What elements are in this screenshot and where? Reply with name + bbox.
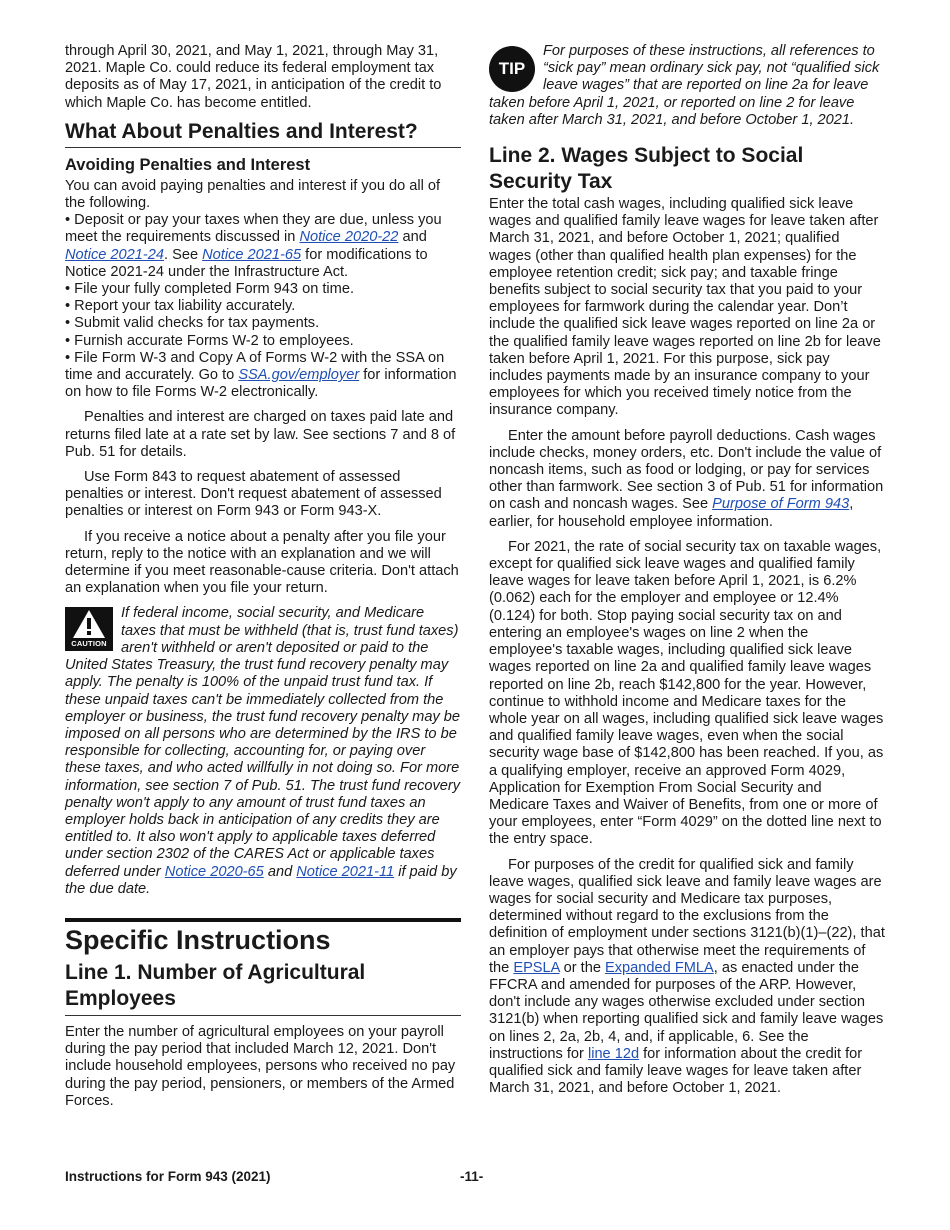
bullet-icon: •	[65, 212, 71, 229]
notice-2021-11-link[interactable]: Notice 2021-11	[296, 863, 395, 880]
caution-icon	[65, 607, 113, 651]
line-12d-link[interactable]: line 12d	[587, 1045, 640, 1062]
notice-2020-65-link[interactable]: Notice 2020-65	[164, 863, 264, 880]
bullet-icon: •	[65, 281, 71, 298]
line2-paragraph-2: Enter the amount before payroll deductions. Cash wages include checks, money orders, etc. Don't include the value of noncash items, such as food or lodging, or pay for services other than farmwork. See section 3 of Pub. 51 for information on cash and noncash wages. See Purpose of Form 943, earlier, for household employee information.	[489, 427, 884, 530]
notice-2021-65-link[interactable]: Notice 2021-65	[202, 246, 302, 263]
penalties-heading: What About Penalties and Interest?	[65, 120, 461, 148]
line2-paragraph-1: Enter the total cash wages, including qualified sick leave wages and qualified family leave wages for leave taken after March 31, 2021, and before October 1, 2021; qualified wages (other than qualified health plan expenses) for the employee retention credit; sick pay; and taxable fringe benefits subject to social security tax that you paid to your employees for farmwork during the calendar year. Don’t include the qualified sick leave wages reported on line 2a or the qualified family leave wages reported on line 2b for leave taken before April 1, 2021. For this purpose, sick pay includes payments made by an insurance company to your employees for which you received timely notice from the insurance company.	[489, 196, 881, 419]
intro-paragraph: through April 30, 2021, and May 1, 2021, through May 31, 2021. Maple Co. could reduce its federal employment tax deposits as of May 17, 2021, in anticipation of the credit to which Maple Co. has become entitled.	[65, 43, 442, 111]
line1-paragraph: Enter the number of agricultural employees on your payroll during the pay period that included March 12, 2021. Don't include household employees, persons who received no pay during the pay period, pensioners, or members of the Armed Forces.	[65, 1023, 456, 1109]
notice-2020-22-link[interactable]: Notice 2020-22	[299, 229, 399, 246]
bullet-report-liability: • Report your tax liability accurately.	[65, 298, 296, 315]
left-column	[65, 43, 461, 1110]
bullet-deposit: • Deposit or pay your taxes when they are due, unless you meet the requirements discussed in Notice 2020-22 and Notice 2021-24. See Notice 2021-65 for modifications to Notice 2021-24 under the Infrastructure Act.	[65, 212, 442, 280]
specific-instructions-heading: Specific Instructions	[65, 924, 331, 955]
bullet-furnish-w2: • Furnish accurate Forms W-2 to employees.	[65, 332, 354, 349]
bullet-icon: •	[65, 349, 71, 366]
page-number: -11-	[460, 1169, 484, 1184]
line2-paragraph-3: For 2021, the rate of social security tax on taxable wages, except for qualified sick leave wages and qualified family leave wages for leave taken before April 1, 2021, is 6.2% (0.062) each for the employer and employee or 12.4% (0.124) for both. Stop paying social security tax on and entering an employee's wages on line 2 when the employee's taxable wages, including qualified sick leave wages reported on line 2a and qualified family leave wages reported on line 2b, reach $142,800 for the year. However, continue to withhold income and Medicare taxes for the whole year on all wages, including qualified sick leave wages and qualified family leave wages, even when the social security wage base of $142,800 has been reached. If you, as a qualifying employer, receive an approved Form 4029, Application for Exemption From Social Security and Medicare Taxes and Waiver of Benefits, from one or more of your employees, enter “Form 4029” on the dotted line next to the entry space.	[489, 538, 884, 848]
line2-paragraph-4: For purposes of the credit for qualified sick and family leave wages, qualified sick leave and family leave wages are wages for social security and Medicare tax purposes, determined without regard to the exclusions from the definition of employment under sections 3121(b)(1)–(22), that an employer pays that otherwise meet the requirements of the EPSLA or the Expanded FMLA, as enacted under the FFCRA and amended for purposes of the ARP. However, don't include any wages otherwise excluded under section 3121(b) when reporting qualified sick and family leave wages on lines 2, 2a, 2b, 4, and, if applicable, 6. See the instructions for line 12d for information about the credit for qualified sick and family leave wages for leave taken after March 31, 2021, and before October 1, 2021.	[489, 856, 885, 1097]
section-divider	[65, 918, 461, 922]
tip-label: TIP	[489, 46, 535, 92]
caution-label: CAUTION	[71, 639, 107, 649]
avoiding-heading: Avoiding Penalties and Interest	[65, 155, 311, 174]
right-column	[489, 43, 885, 1097]
footer-title: Instructions for Form 943 (2021)	[65, 1169, 271, 1184]
bullet-file-w3: • File Form W-3 and Copy A of Forms W-2 with the SSA on time and accurately. Go to SSA.gov/employer for information on how to file Forms W-2 electronically.	[65, 349, 457, 401]
bullet-icon: •	[65, 332, 71, 349]
form-843-paragraph: Use Form 843 to request abatement of assessed penalties or interest. Don't request abatement of assessed penalties or interest on Form 943 or Form 943-X.	[65, 469, 442, 520]
bullet-valid-checks: • Submit valid checks for tax payments.	[65, 315, 320, 332]
tip-note: TIP For purposes of these instructions, all references to “sick pay” mean ordinary sick pay, not “qualified sick leave wages” that are reported on line 2a for leave taken before April 1, 2021, or reported on line 2 for leave taken after March 31, 2021, and before October 1, 2021.	[489, 43, 880, 128]
notice-2021-24-link[interactable]: Notice 2021-24	[65, 246, 164, 263]
epsla-link[interactable]: EPSLA	[513, 959, 560, 976]
tip-icon	[489, 46, 535, 92]
penalties-paragraph: Penalties and interest are charged on taxes paid late and returns filed late at a rate set by law. See sections 7 and 8 of Pub. 51 for details.	[65, 409, 456, 460]
bullet-icon: •	[65, 315, 71, 332]
line1-heading: Line 1. Number of Agricultural Employees	[65, 960, 461, 1016]
line2-heading: Line 2. Wages Subject to Social Security Tax	[489, 144, 804, 194]
bullet-icon: •	[65, 298, 71, 315]
purpose-of-form-943-link[interactable]: Purpose of Form 943	[712, 496, 850, 513]
avoiding-intro: You can avoid paying penalties and interest if you do all of the following.	[65, 177, 441, 212]
expanded-fmla-link[interactable]: Expanded FMLA	[605, 959, 714, 976]
ssa-employer-link[interactable]: SSA.gov/employer	[238, 367, 360, 384]
penalty-notice-paragraph: If you receive a notice about a penalty after you file your return, reply to the notice with an explanation and we will determine if you meet reasonable-cause criteria. Don't attach an explanation when you file your return.	[65, 528, 459, 597]
caution-note: CAUTION If federal income, social security, and Medicare taxes that must be withheld (that is, trust fund taxes) aren't withheld or aren't deposited or paid to the United States Treasury, the trust fund recovery penalty may apply. The penalty is 100% of the unpaid trust fund tax. If these unpaid taxes can't be immediately collected from the employer or business, the trust fund recovery penalty may be imposed on all persons who are determined by the IRS to be responsible for collecting, accounting for, or paying over these taxes, and who acted willfully in not doing so. For more information, see section 7 of Pub. 51. The trust fund recovery penalty won't apply to any amount of trust fund taxes an employer holds back in anticipation of any credits they are entitled to. It also won't apply to applicable taxes deferred under section 2302 of the CARES Act or applicable taxes deferred under Notice 2020-65 and Notice 2021-11 if paid by the due date.	[65, 605, 461, 897]
bullet-file-on-time: • File your fully completed Form 943 on time.	[65, 281, 354, 298]
